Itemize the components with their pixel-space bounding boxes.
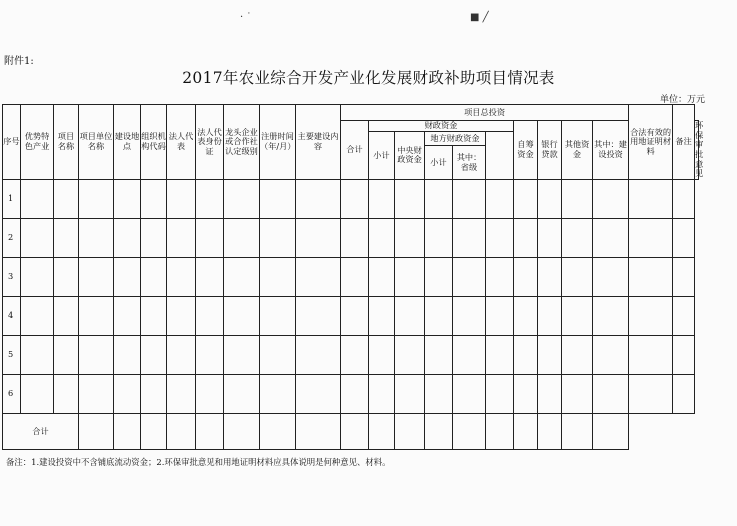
header-unit-name: 项目单位名称: [79, 105, 114, 180]
table-cell: [538, 258, 562, 297]
table-cell: [296, 180, 341, 219]
header-reg-date: 注册时间（年/月）: [260, 105, 296, 180]
table-cell: [224, 336, 260, 375]
table-cell: [196, 336, 224, 375]
table-cell: [395, 375, 425, 414]
table-cell: [224, 219, 260, 258]
table-cell: [673, 219, 695, 258]
table-cell: [141, 336, 167, 375]
unit-label: 单位：万元: [659, 95, 705, 105]
table-cell: [673, 336, 695, 375]
table-cell: [514, 258, 538, 297]
table-cell: [425, 297, 453, 336]
table-cell: [54, 297, 79, 336]
table-cell: [453, 336, 486, 375]
table-cell: [167, 336, 196, 375]
header-env-approval: 环保审批意见: [695, 120, 704, 179]
table-cell: [114, 180, 141, 219]
total-row: [3, 414, 699, 450]
table-cell: [538, 219, 562, 258]
table-cell: [79, 180, 114, 219]
table-cell: [629, 258, 673, 297]
table-cell: [341, 336, 369, 375]
page-title: 2017年农业综合开发产业化发展财政补助项目情况表: [182, 69, 555, 87]
row-number: 6: [3, 375, 21, 414]
table-cell: [369, 219, 395, 258]
table-cell: [21, 336, 54, 375]
table-cell: [141, 297, 167, 336]
table-cell: [79, 297, 114, 336]
table-cell: [629, 375, 673, 414]
row-number: 4: [3, 297, 21, 336]
table-cell: [369, 336, 395, 375]
table-row: [3, 297, 699, 336]
table-cell: [673, 180, 695, 219]
table-cell: [453, 180, 486, 219]
header-other-funds: 其他资金: [562, 121, 593, 180]
table-cell: [167, 375, 196, 414]
table-cell: [629, 219, 673, 258]
table-cell: [260, 258, 296, 297]
table-cell: [395, 336, 425, 375]
table-cell: [538, 297, 562, 336]
scan-mark-left: · ˙: [240, 12, 252, 23]
table-cell: [425, 219, 453, 258]
header-local-subtotal: 小计: [425, 146, 453, 180]
table-cell: [167, 297, 196, 336]
table-cell: [196, 375, 224, 414]
table-cell: [296, 375, 341, 414]
table-row: [3, 180, 699, 219]
header-local-fiscal: 地方财政资金: [425, 131, 486, 145]
table-row: [3, 336, 699, 375]
table-cell: [21, 180, 54, 219]
header-provincial: 其中：省级: [453, 146, 486, 180]
footnote: 备注：1.建设投资中不含铺底流动资金；2.环保审批意见和用地证明材料应具体说明是何种意见、材料。: [6, 457, 391, 467]
table-cell: [514, 219, 538, 258]
header-construction-invest: 其中：建设投资: [593, 121, 629, 180]
table-cell: [79, 258, 114, 297]
table-row: [3, 258, 699, 297]
project-table: [2, 104, 704, 450]
table-cell: [395, 258, 425, 297]
table-cell: [673, 258, 695, 297]
table-cell: [54, 180, 79, 219]
table-cell: [114, 297, 141, 336]
table-cell: [141, 180, 167, 219]
table-cell: [167, 258, 196, 297]
table-cell: [296, 297, 341, 336]
table-cell: [486, 297, 514, 336]
table-cell: [21, 219, 54, 258]
table-cell: [260, 336, 296, 375]
table-cell: [593, 180, 629, 219]
table-cell: [562, 375, 593, 414]
header-fiscal-funds: 财政资金: [369, 121, 514, 132]
table-cell: [54, 336, 79, 375]
table-cell: [196, 258, 224, 297]
table-cell: [369, 180, 395, 219]
table-cell: [593, 258, 629, 297]
table-cell: [21, 375, 54, 414]
table-cell: [395, 180, 425, 219]
table-cell: [453, 258, 486, 297]
header-leading-level: 龙头企业或合作社认定级别: [224, 105, 260, 180]
table-cell: [593, 336, 629, 375]
header-legal-id: 法人代表身份证: [196, 105, 224, 180]
table-cell: [167, 180, 196, 219]
table-cell: [514, 180, 538, 219]
header-location: 建设地点: [114, 105, 141, 180]
header-bank-loan: 银行贷款: [538, 121, 562, 180]
table-cell: [260, 180, 296, 219]
table-cell: [296, 336, 341, 375]
table-cell: [79, 336, 114, 375]
table-cell: [369, 297, 395, 336]
table-cell: [453, 297, 486, 336]
table-cell: [21, 297, 54, 336]
table-cell: [629, 336, 673, 375]
table-cell: [196, 297, 224, 336]
table-cell: [21, 258, 54, 297]
header-fiscal-subtotal: 小计: [369, 131, 395, 179]
row-number: 5: [3, 336, 21, 375]
table-cell: [425, 258, 453, 297]
table-cell: [341, 180, 369, 219]
table-cell: [395, 297, 425, 336]
table-cell: [486, 180, 514, 219]
table-cell: [260, 219, 296, 258]
table-cell: [141, 219, 167, 258]
table-cell: [141, 258, 167, 297]
table-row: [3, 375, 699, 414]
table-cell: [167, 219, 196, 258]
header-total-invest: 项目总投资: [341, 105, 629, 121]
row-number: 2: [3, 219, 21, 258]
table-cell: [486, 219, 514, 258]
table-cell: [341, 219, 369, 258]
header-industry: 优势特色产业: [21, 105, 54, 180]
table-cell: [486, 336, 514, 375]
table-cell: [562, 180, 593, 219]
table-cell: [114, 219, 141, 258]
table-cell: [425, 180, 453, 219]
table-cell: [369, 375, 395, 414]
table-cell: [224, 180, 260, 219]
scan-mark-right: ■ ╱: [470, 12, 489, 23]
table-cell: [114, 258, 141, 297]
table-cell: [562, 219, 593, 258]
table-cell: [514, 297, 538, 336]
table-cell: [562, 297, 593, 336]
table-cell: [514, 375, 538, 414]
annex-label: 附件1:: [4, 56, 34, 67]
header-legal-rep: 法人代表: [167, 105, 196, 180]
table-cell: [538, 180, 562, 219]
table-cell: [425, 375, 453, 414]
table-cell: [260, 297, 296, 336]
table-cell: [673, 375, 695, 414]
table-cell: [593, 297, 629, 336]
table-cell: [453, 375, 486, 414]
table-cell: [341, 258, 369, 297]
table-cell: [224, 297, 260, 336]
table-cell: [562, 336, 593, 375]
total-label: 合计: [3, 414, 79, 450]
table-cell: [54, 375, 79, 414]
table-cell: [54, 219, 79, 258]
table-cell: [538, 375, 562, 414]
table-cell: [296, 258, 341, 297]
header-content: 主要建设内容: [296, 105, 341, 180]
table-cell: [114, 336, 141, 375]
table-cell: [629, 180, 673, 219]
table-cell: [196, 180, 224, 219]
header-remarks: 备注: [673, 105, 695, 180]
header-central-fiscal: 中央财政资金: [395, 131, 425, 179]
header-self-raised: 自筹资金: [514, 121, 538, 180]
table-cell: [629, 297, 673, 336]
table-cell: [486, 375, 514, 414]
table-cell: [593, 219, 629, 258]
table-cell: [196, 219, 224, 258]
header-seq: 序号: [3, 105, 21, 180]
table-cell: [395, 219, 425, 258]
table-cell: [486, 258, 514, 297]
table-cell: [453, 219, 486, 258]
table-cell: [369, 258, 395, 297]
table-cell: [514, 336, 538, 375]
table-cell: [593, 375, 629, 414]
table-cell: [260, 375, 296, 414]
table-row: [3, 219, 699, 258]
table-cell: [673, 297, 695, 336]
table-cell: [224, 375, 260, 414]
table-cell: [79, 375, 114, 414]
row-number: 1: [3, 180, 21, 219]
header-land-docs: 合法有效的用地证明材料: [629, 105, 673, 180]
table-cell: [79, 219, 114, 258]
table-cell: [54, 258, 79, 297]
header-sum: 合计: [341, 121, 369, 180]
header-project-name: 项目名称: [54, 105, 79, 180]
header-org-code: 组织机构代码: [141, 105, 167, 180]
table-cell: [341, 297, 369, 336]
table-cell: [224, 258, 260, 297]
table-cell: [114, 375, 141, 414]
table-cell: [562, 258, 593, 297]
table-cell: [296, 219, 341, 258]
table-cell: [538, 336, 562, 375]
table-cell: [341, 375, 369, 414]
table-cell: [425, 336, 453, 375]
table-cell: [141, 375, 167, 414]
row-number: 3: [3, 258, 21, 297]
